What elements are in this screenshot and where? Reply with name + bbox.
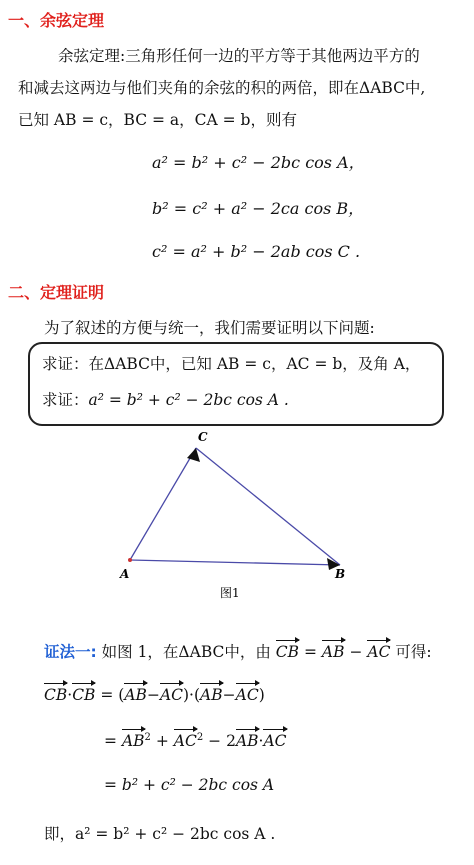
label-c: C: [198, 430, 208, 444]
section1-intro: [18, 40, 468, 136]
vector-ab: AB: [321, 643, 345, 661]
edge-cb: [196, 448, 340, 565]
intro-line3: 已知 AB = c，BC = a，CA = b，则有: [18, 111, 297, 129]
triangle-figure: [0, 425, 474, 625]
intro-line1: 余弦定理:三角形任何一边的平方等于其他两边平方的: [58, 47, 420, 65]
problem-line2: 求证：a² = b² + c² − 2bc cos A .: [42, 391, 289, 409]
vector-ac: AC: [367, 643, 391, 661]
section2-heading: 二、定理证明: [8, 283, 105, 302]
edge-ac: [130, 448, 196, 560]
label-b: B: [335, 567, 346, 581]
vector-cb: CB: [275, 643, 300, 661]
proof1-line1: 证法一: 如图 1，在ΔABC中，由 CB = AB − AC 可得:: [44, 643, 432, 661]
proof1-line5: 即，a² = b² + c² − 2bc cos A .: [44, 825, 276, 843]
formula-a: a² = b² + c² − 2bc cos A，: [152, 153, 365, 172]
section2-intro: 为了叙述的方便与统一，我们需要证明以下问题:: [44, 319, 375, 337]
intro-line2: 和减去这两边与他们夹角的余弦的积的两倍，即在ΔABC中,: [18, 79, 426, 97]
proof1-line3: = $AB^2 + AC^2 - 2AB\cdot AC$: [104, 732, 287, 751]
problem-box: [28, 342, 444, 426]
edge-ab: [130, 560, 340, 565]
formula-c: c² = a² + b² − 2ab cos C .: [152, 242, 361, 261]
problem-line1: 求证：在ΔABC中，已知 AB = c，AC = b，及角 A，: [42, 355, 421, 373]
figure-caption: 图1: [220, 586, 240, 600]
section1-heading: 一、余弦定理: [8, 11, 105, 30]
label-a: A: [120, 567, 130, 581]
proof1-line2: CB·CB = (AB−AC)·(AB−AC): [44, 686, 265, 704]
formula-b: b² = c² + a² − 2ca cos B，: [152, 199, 365, 218]
proof1-label: 证法一:: [44, 643, 97, 661]
vertex-a-dot: [128, 558, 132, 562]
proof1-line4: = b² + c² − 2bc cos A: [104, 776, 275, 794]
